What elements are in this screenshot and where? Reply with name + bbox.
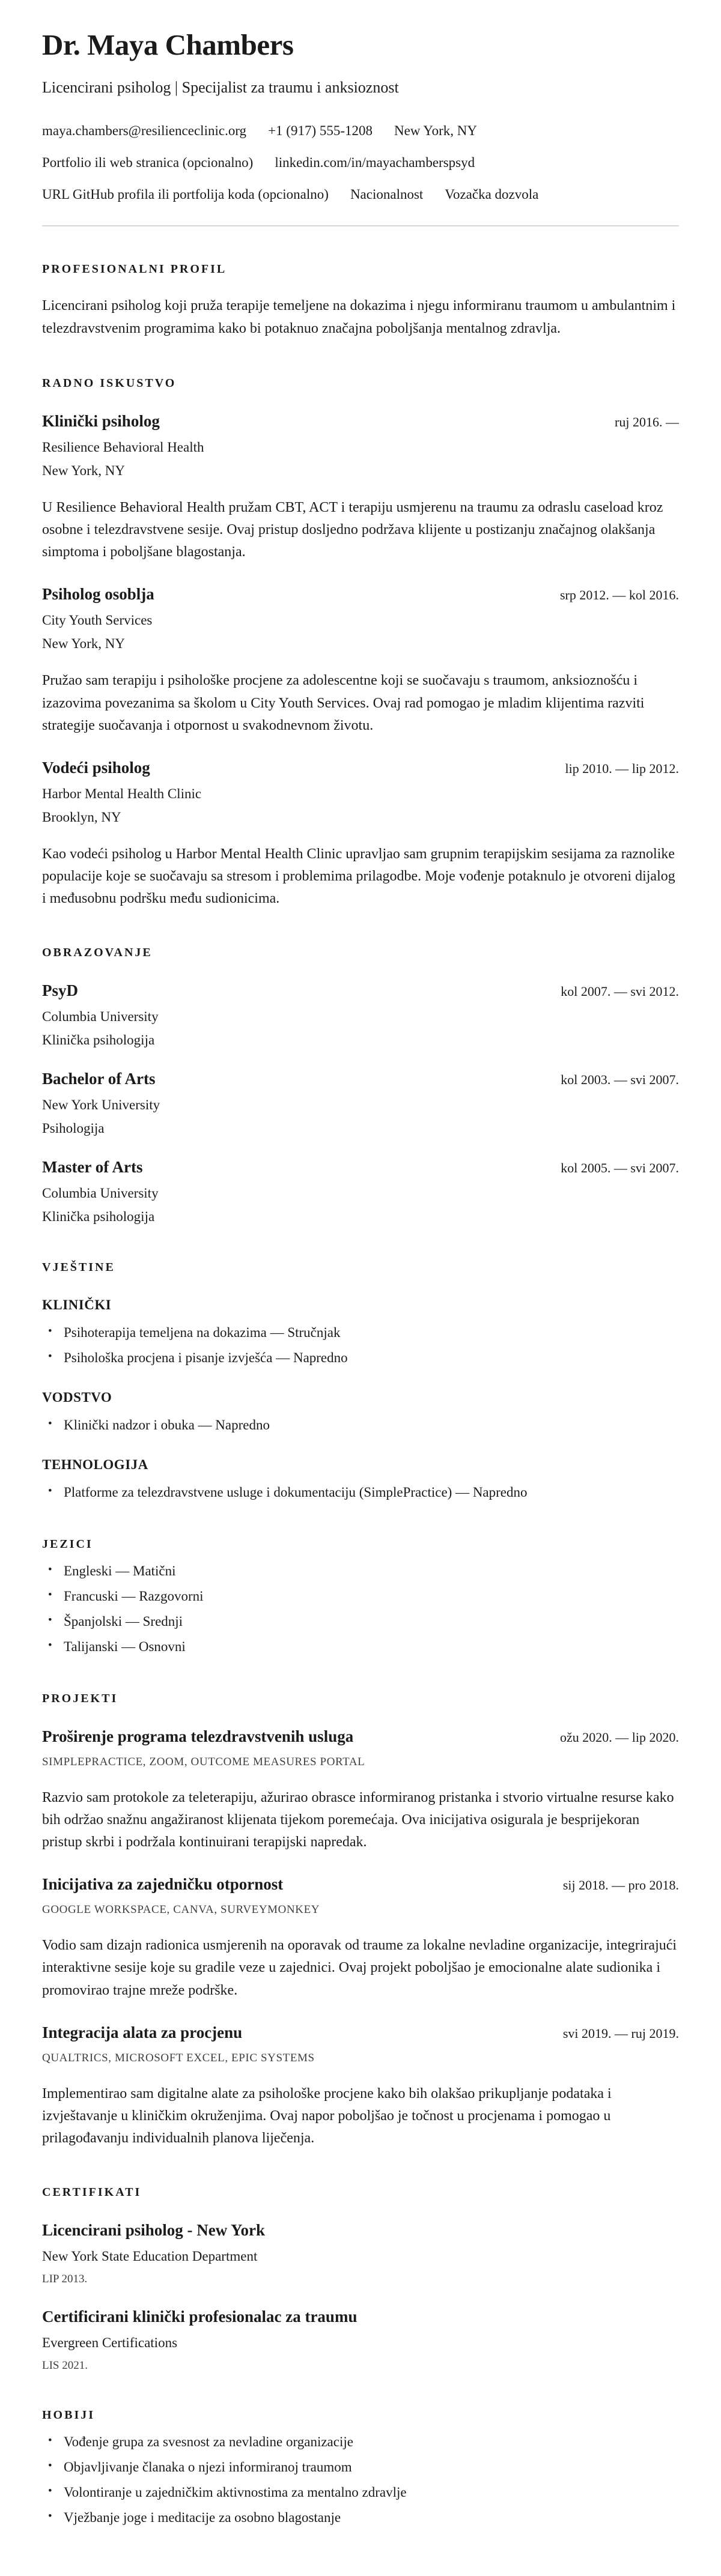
project-description: Vodio sam dizajn radionica usmjerenih na oporavak od traume za lokalne nevladine organizacije, integrirajući interaktivne sesije koje su gradile veze u zajednici. Ovaj projekt poboljšao je emocionalne alate sudionika i promovirao trajne mreže podrške. — [42, 1938, 677, 1998]
degree-entry — [42, 1158, 679, 1225]
job-location: New York, NY — [42, 636, 126, 652]
project-tools: QUALTRICS, MICROSOFT EXCEL, EPIC SYSTEMS — [42, 2051, 315, 2064]
degree-field: Klinička psihologija — [42, 1209, 155, 1225]
degree-head — [42, 1158, 679, 1177]
skills-section-label: VJEŠTINE — [42, 1261, 115, 1274]
github-placeholder-text: URL GitHub profila ili portfolija koda (opcionalno) — [42, 187, 329, 202]
person-name: Dr. Maya Chambers — [42, 28, 294, 61]
profile-section-label: PROFESIONALNI PROFIL — [42, 262, 227, 276]
certificate-title: Licencirani psiholog - New York — [42, 2221, 265, 2240]
hobby-item: • Volontiranje u zajedničkim aktivnostima za mentalno zdravlje — [42, 2484, 679, 2502]
certificate-entry — [42, 2308, 679, 2372]
project-title: Inicijativa za zajedničku otpornost — [42, 1875, 284, 1894]
section-skills — [42, 1261, 679, 1502]
section-experience — [42, 377, 679, 911]
skill-item: • Klinički nadzor i obuka — Napredno — [42, 1416, 679, 1434]
languages-section-label: JEZICI — [42, 1538, 93, 1551]
section-certificates — [42, 2186, 679, 2372]
skill-list — [42, 1324, 679, 1367]
degree-entry — [42, 981, 679, 1048]
skill-group-title: KLINIČKI — [42, 1297, 112, 1313]
degree-head — [42, 1070, 679, 1088]
job-company: City Youth Services — [42, 613, 153, 628]
language-item: • Engleski — Matični — [42, 1562, 679, 1580]
projects-section-label: PROJEKTI — [42, 1691, 118, 1705]
certificate-issuer: New York State Education Department — [42, 2249, 258, 2264]
experience-section-label: RADNO ISKUSTVO — [42, 376, 177, 390]
project-dates: svi 2019. — ruj 2019. — [562, 2025, 679, 2041]
job-title: Klinički psiholog — [42, 411, 160, 430]
project-tools: SIMPLEPRACTICE, ZOOM, OUTCOME MEASURES PORTAL — [42, 1755, 365, 1768]
skill-list — [42, 1416, 679, 1434]
language-item: • Talijanski — Osnovni — [42, 1638, 679, 1656]
hobby-item: • Vođenje grupa za svesnost za nevladine organizacije — [42, 2433, 679, 2451]
section-hobbies — [42, 2408, 679, 2527]
person-tagline: Licencirani psiholog | Specijalist za traumu i anksioznost — [42, 79, 399, 96]
job-company: Resilience Behavioral Health — [42, 439, 204, 455]
nationality-text: Nacionalnost — [350, 187, 424, 202]
project-head — [42, 1727, 679, 1746]
location-text: New York, NY — [394, 123, 478, 138]
section-education — [42, 946, 679, 1225]
degree-entry — [42, 1070, 679, 1136]
degree-dates: kol 2005. — svi 2007. — [561, 1160, 679, 1176]
project-dates: ožu 2020. — lip 2020. — [560, 1729, 679, 1745]
header-divider — [42, 225, 679, 226]
job-head — [42, 585, 679, 604]
job-title: Psiholog osoblja — [42, 585, 154, 604]
job-dates: ruj 2016. — — [615, 414, 679, 429]
certificate-date: LIP 2013. — [42, 2273, 88, 2286]
portfolio-placeholder-text: Portfolio ili web stranica (opcionalno) — [42, 155, 254, 170]
resume-header — [42, 28, 679, 226]
hobby-item: • Vježbanje joge i meditacije za osobno blagostanje — [42, 2509, 679, 2527]
job-title: Vodeći psiholog — [42, 758, 150, 777]
job-company: Harbor Mental Health Clinic — [42, 786, 202, 801]
degree-school: New York University — [42, 1097, 160, 1113]
job-description: Pružao sam terapiju i psihološke procjene za adolescentne koji se suočavaju s traumom, anksioznošću i izazovima povezanima sa školom u City Youth Services. Ovaj rad pomogao je mladim klijentima razviti strategije suočavanja i otpornost u svakodnevnom životu. — [42, 673, 645, 733]
degree-dates: kol 2003. — svi 2007. — [561, 1072, 679, 1088]
degree-head — [42, 981, 679, 1000]
job-location: Brooklyn, NY — [42, 809, 121, 825]
skill-item: • Platforme za telezdravstvene usluge i dokumentaciju (SimplePractice) — Napredno — [42, 1483, 679, 1502]
job-description: U Resilience Behavioral Health pružam CBT, ACT i terapiju usmjerenu na traumu za odraslu caseload kroz osobne i telezdravstvene sesije. Ovaj pristup dosljedno podržava klijente u postizanju značajnog olakšanja simptoma i poboljšane blagostanja. — [42, 499, 663, 560]
skill-item: • Psihološka procjena i pisanje izvješća — Napredno — [42, 1349, 679, 1367]
certificate-entry — [42, 2221, 679, 2286]
project-entry — [42, 2023, 679, 2150]
degree-dates: kol 2007. — svi 2012. — [561, 984, 679, 999]
skill-group-title: VODSTVO — [42, 1390, 112, 1405]
phone-text: +1 (917) 555-1208 — [268, 123, 373, 138]
section-profile — [42, 262, 679, 341]
certificate-date: LIS 2021. — [42, 2359, 88, 2372]
language-item: • Španjolski — Srednji — [42, 1613, 679, 1631]
contact-row-2 — [42, 155, 679, 171]
certificate-title: Certificirani klinički profesionalac za traumu — [42, 2308, 357, 2326]
project-title: Integracija alata za procjenu — [42, 2023, 243, 2041]
degree-school: Columbia University — [42, 1186, 159, 1201]
project-tools: GOOGLE WORKSPACE, CANVA, SURVEYMONKEY — [42, 1903, 320, 1917]
section-projects — [42, 1692, 679, 2150]
section-languages — [42, 1538, 679, 1656]
education-section-label: OBRAZOVANJE — [42, 946, 153, 960]
degree-field: Psihologija — [42, 1121, 105, 1136]
language-item: • Francuski — Razgovorni — [42, 1587, 679, 1605]
drivers-license-text: Vozačka dozvola — [445, 187, 539, 202]
job-entry — [42, 759, 679, 911]
job-dates: srp 2012. — kol 2016. — [560, 587, 679, 603]
linkedin-text: linkedin.com/in/mayachamberspsyd — [275, 155, 475, 170]
job-dates: lip 2010. — lip 2012. — [565, 760, 679, 776]
job-head — [42, 412, 679, 431]
degree-school: Columbia University — [42, 1009, 159, 1025]
skill-item: • Psihoterapija temeljena na dokazima — Stručnjak — [42, 1324, 679, 1342]
project-head — [42, 1875, 679, 1894]
degree-title: PsyD — [42, 981, 78, 1000]
contact-row-1 — [42, 123, 679, 139]
degree-field: Klinička psihologija — [42, 1032, 155, 1048]
job-head — [42, 759, 679, 777]
project-head — [42, 2023, 679, 2042]
project-description: Razvio sam protokole za teleterapiju, ažurirao obrasce informiranog pristanka i stvorio virtualne resurse kako bih održao snažnu angažiranost klijenata tijekom poremećaja. Ova inicijativa osigurala je besprijekoran pristup skrbi i podržala kontinuirani terapijski napredak. — [42, 1789, 674, 1850]
degree-title: Master of Arts — [42, 1158, 143, 1177]
profile-text: Licencirani psiholog koji pruža terapije temeljene na dokazima i njegu informiranu traumom u ambulantnim i telezdravstvenim programima kako bi potaknuo značajna poboljšanja mentalnog zdravlja. — [42, 298, 676, 337]
project-entry — [42, 1727, 679, 1854]
project-description: Implementirao sam digitalne alate za psihološke procjene kako bih olakšao prikupljanje podataka i izvještavanje u kliničkim okruženjima. Ovaj napor poboljšao je točnost u procjenama i pomogao u prilagođavanju individualnih planova liječenja. — [42, 2085, 612, 2147]
job-description: Kao vodeći psiholog u Harbor Mental Health Clinic upravljao sam grupnim terapijskim sesijama za raznolike populacije koje se suočavaju sa stresom i problemima prilagodbe. Moje vođenje potaknulo je otvoreni dijalog i međusobnu podršku među sudionicima. — [42, 846, 675, 907]
contact-row-3 — [42, 187, 679, 202]
job-entry — [42, 585, 679, 737]
project-title: Proširenje programa telezdravstvenih usluga — [42, 1727, 354, 1745]
certificates-section-label: CERTIFIKATI — [42, 2186, 142, 2199]
hobby-list — [42, 2433, 679, 2527]
job-location: New York, NY — [42, 462, 126, 478]
job-entry — [42, 412, 679, 564]
skill-group-title: TEHNOLOGIJA — [42, 1457, 148, 1473]
skill-list — [42, 1483, 679, 1502]
project-dates: sij 2018. — pro 2018. — [562, 1877, 679, 1893]
certificate-issuer: Evergreen Certifications — [42, 2335, 178, 2351]
email-text: maya.chambers@resilienceclinic.org — [42, 123, 247, 138]
degree-title: Bachelor of Arts — [42, 1070, 156, 1088]
hobbies-section-label: HOBIJI — [42, 2408, 96, 2422]
language-list — [42, 1562, 679, 1656]
project-entry — [42, 1875, 679, 2002]
hobby-item: • Objavljivanje članaka o njezi informiranoj traumom — [42, 2458, 679, 2476]
